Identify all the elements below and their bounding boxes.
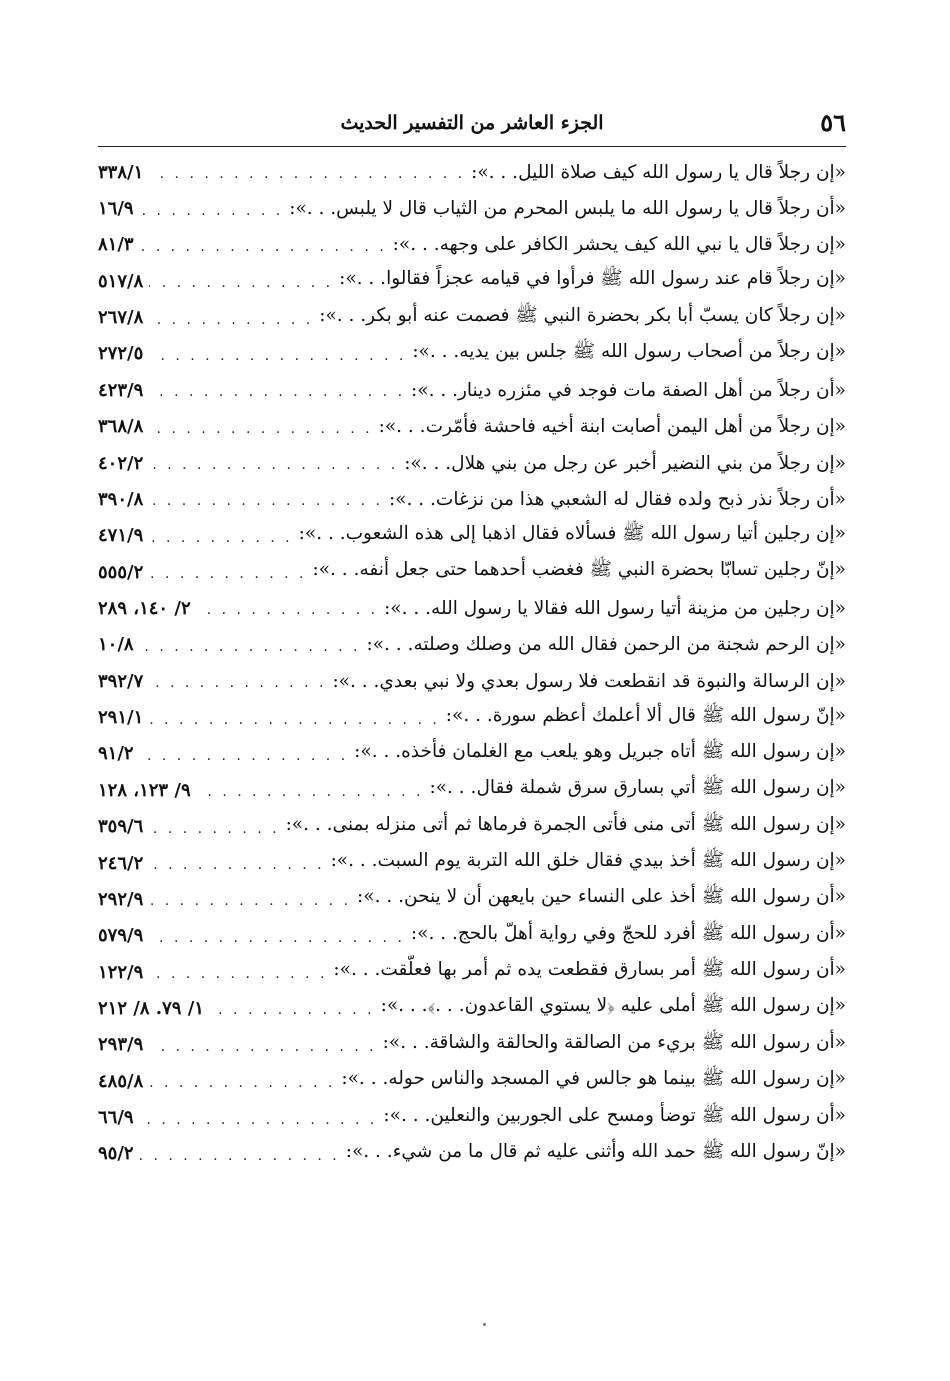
print-speck: [483, 1323, 486, 1326]
entry-reference: ٣٦٨/٨: [98, 416, 144, 438]
index-entry: [98, 299, 846, 335]
entry-reference: ٩١/٢: [98, 743, 134, 765]
entry-text: «إن رجلين أتيا رسول الله ﷺ فسألاه فقال اذهبا إلى هذه الشعوب. . .»:: [298, 522, 846, 544]
entry-text: «إن الرحم شجنة من الرحمن فقال الله من وصلك وصلته. . .»:: [366, 634, 846, 656]
entry-reference: ١٦/٩: [98, 198, 134, 220]
index-entry: [98, 554, 846, 590]
entry-text: «إن رسول الله ﷺ أتى منى فأتى الجمرة فرماها ثم أتى منزله بمنى. . .»:: [285, 813, 846, 835]
leader-dots: [149, 821, 279, 837]
leader-dots: [149, 893, 351, 909]
leader-dots: [149, 966, 327, 982]
leader-dots: [140, 1148, 340, 1164]
entry-text: «إن رجلاً من أهل اليمن أصابت ابنة أخيه فاحشة فأمّرت. . .»:: [378, 416, 846, 438]
index-entry: [98, 190, 846, 226]
index-entry: [98, 263, 846, 299]
entry-text: «إن رجلاً قال يا رسول الله كيف صلاة الليل. . .»:: [471, 161, 846, 183]
running-title: الجزء العاشر من التفسير الحديث: [340, 112, 604, 134]
leader-dots: [149, 275, 333, 291]
index-entry: [98, 772, 846, 808]
entry-reference: ٥٧٩/٩: [98, 925, 144, 947]
entry-text: «أن رجلاً نذر ذبح ولده فقال له الشعبي هذا من نزغات. . .»:: [388, 488, 846, 510]
leader-dots: [149, 566, 306, 582]
leader-dots: [149, 493, 383, 509]
leader-dots: [149, 1039, 376, 1055]
leader-dots: [197, 784, 424, 800]
index-entry: [98, 336, 846, 372]
entry-text: «أن رسول الله ﷺ أخذ على النساء حين بايعهن أن لا ينحن. . .»:: [357, 886, 846, 908]
index-entry: [98, 736, 846, 772]
entry-text: «إن رجلاً من بني النضير أخبر عن رجل من بني هلال. . .»:: [404, 452, 846, 474]
entry-reference: ٢٦٧/٨: [98, 307, 144, 329]
index-entry: [98, 990, 846, 1026]
entry-text: «إن رسول الله ﷺ بينما هو جالس في المسجد والناس حوله. . .»:: [341, 1068, 846, 1090]
entry-reference: ٤٠٢/٢: [98, 452, 144, 474]
index-entry: [98, 409, 846, 445]
entry-reference: ١/ ٧٩. ٨/ ٢١٢: [98, 997, 204, 1019]
index-entry: [98, 445, 846, 481]
entry-reference: ٢٩٢/٩: [98, 888, 144, 910]
leader-dots: [149, 384, 405, 400]
index-entry: [98, 663, 846, 699]
leader-dots: [149, 1075, 335, 1091]
entry-reference: ٤٧١/٩: [98, 525, 144, 547]
index-entry: [98, 699, 846, 735]
index-entry: [98, 881, 846, 917]
entry-reference: ٩/ ١٢٣، ١٢٨: [98, 779, 191, 801]
leader-dots: [140, 1112, 378, 1128]
leader-dots: [149, 675, 326, 691]
entry-text: «إن رجلاً من أصحاب رسول الله ﷺ جلس بين يديه. . .»:: [412, 340, 846, 362]
index-entry: [98, 1136, 846, 1172]
entry-text: «أن رجلاً من أهل الصفة مات فوجد في مئزره دينار. . .»:: [411, 379, 846, 401]
index-entry: [98, 590, 846, 626]
entry-text: «أن رسول الله ﷺ أمر بسارق فقطعت يده ثم أمر بها فعلّقت. . .»:: [333, 959, 846, 981]
entry-text: «إن رجلاً كان يسبّ أبا بكر بحضرة النبي ﷺ فصمت عنه أبو بكر. . .»:: [319, 304, 846, 326]
index-entry: [98, 1063, 846, 1099]
entry-reference: ٢٤٦/٢: [98, 852, 144, 874]
entry-reference: ٣٩٠/٨: [98, 488, 144, 510]
index-entry: [98, 518, 846, 554]
leader-dots: [210, 1002, 375, 1018]
entry-text: «أن رسول الله ﷺ بريء من الصالقة والحالقة والشاقة. . .»:: [382, 1031, 846, 1053]
leader-dots: [149, 712, 440, 728]
entry-reference: ٢٧٢/٥: [98, 343, 144, 365]
entry-text: «أن رجلاً قال يا رسول الله ما يلبس المحرم من الثياب قال لا يلبس. . .»:: [289, 198, 846, 220]
index-entry: [98, 954, 846, 990]
leader-dots: [149, 530, 292, 546]
leader-dots: [149, 930, 405, 946]
index-entry: [98, 154, 846, 190]
entry-reference: ٢٩١/١: [98, 707, 144, 729]
entry-text: «أن رسول الله ﷺ توضأ ومسح على الجوربين والنعلين. . .»:: [383, 1104, 846, 1126]
entry-reference: ٣٩٢/٧: [98, 670, 144, 692]
entry-text: «إنّ رسول الله ﷺ حمد الله وأثنى عليه ثم قال ما من شيء. . .»:: [345, 1140, 846, 1162]
index-entry: [98, 918, 846, 954]
leader-dots: [149, 166, 465, 182]
index-entry: [98, 227, 846, 263]
index-entry: [98, 1027, 846, 1063]
entry-reference: ١٢٢/٩: [98, 961, 144, 983]
leader-dots: [149, 457, 398, 473]
entry-text: «إن رسول الله ﷺ أتي بسارق سرق شملة فقال. . .»:: [429, 777, 846, 799]
leader-dots: [197, 602, 378, 618]
entry-reference: ٥١٧/٨: [98, 270, 144, 292]
leader-dots: [140, 748, 349, 764]
entry-text: «إن رجلين من مزينة أتيا رسول الله فقالا يا رسول الله. . .»:: [384, 597, 846, 619]
index-entry: [98, 1099, 846, 1135]
header-rule: [98, 146, 846, 147]
leader-dots: [140, 639, 361, 655]
entry-text: «أن رسول الله ﷺ أفرد للحجّ وفي رواية أهلّ بالحج. . .»:: [410, 922, 846, 944]
entry-text: «إن رجلاً قام عند رسول الله ﷺ فرأوا في قيامه عجزاً فقالوا. . .»:: [339, 268, 846, 290]
index-entry: [98, 627, 846, 663]
entry-reference: ٤٨٥/٨: [98, 1070, 144, 1092]
leader-dots: [140, 239, 387, 255]
page-number: ٥٦: [820, 108, 846, 137]
entry-reference: ٩٥/٢: [98, 1143, 134, 1165]
index-entry: [98, 372, 846, 408]
index-entry: [98, 845, 846, 881]
entry-reference: ٣٥٩/٦: [98, 816, 144, 838]
entry-text: «إن الرسالة والنبوة قد انقطعت فلا رسول بعدي ولا نبي بعدي. . .»:: [332, 670, 846, 692]
entry-text: «إنّ رجلين تسابّا بحضرة النبي ﷺ فغضب أحدهما حتى جعل أنفه. . .»:: [312, 559, 846, 581]
entry-reference: ٣٣٨/١: [98, 161, 144, 183]
entry-reference: ٢/ ١٤٠، ٢٨٩: [98, 597, 191, 619]
entry-text: «إن رسول الله ﷺ أتاه جبريل وهو يلعب مع الغلمان فأخذه. . .»:: [354, 740, 846, 762]
entry-reference: ٥٥٥/٢: [98, 561, 144, 583]
page-header: [98, 108, 846, 138]
entry-text: «إن رسول الله ﷺ أملى عليه ﴿لا يستوي القاعدون. . .﴾. . .»:: [380, 995, 846, 1017]
entry-text: «إن رسول الله ﷺ أخذ بيدي فقال خلق الله التربة يوم السبت. . .»:: [330, 850, 846, 871]
hadith-index-list: [98, 154, 846, 1172]
leader-dots: [149, 348, 406, 364]
entry-reference: ١٠/٨: [98, 634, 134, 656]
leader-dots: [149, 421, 372, 437]
entry-text: «إن رجلاً قال يا نبي الله كيف يحشر الكافر على وجهه. . .»:: [392, 234, 846, 256]
entry-text: «إنّ رسول الله ﷺ قال ألا أعلمك أعظم سورة. . .»:: [445, 704, 846, 726]
index-entry: [98, 481, 846, 517]
entry-reference: ٢٩٣/٩: [98, 1034, 144, 1056]
entry-reference: ٨١/٣: [98, 234, 134, 256]
leader-dots: [149, 312, 313, 328]
leader-dots: [140, 203, 284, 219]
entry-reference: ٦٦/٩: [98, 1107, 134, 1129]
entry-reference: ٤٢٣/٩: [98, 379, 144, 401]
leader-dots: [149, 857, 324, 873]
index-entry: [98, 808, 846, 844]
